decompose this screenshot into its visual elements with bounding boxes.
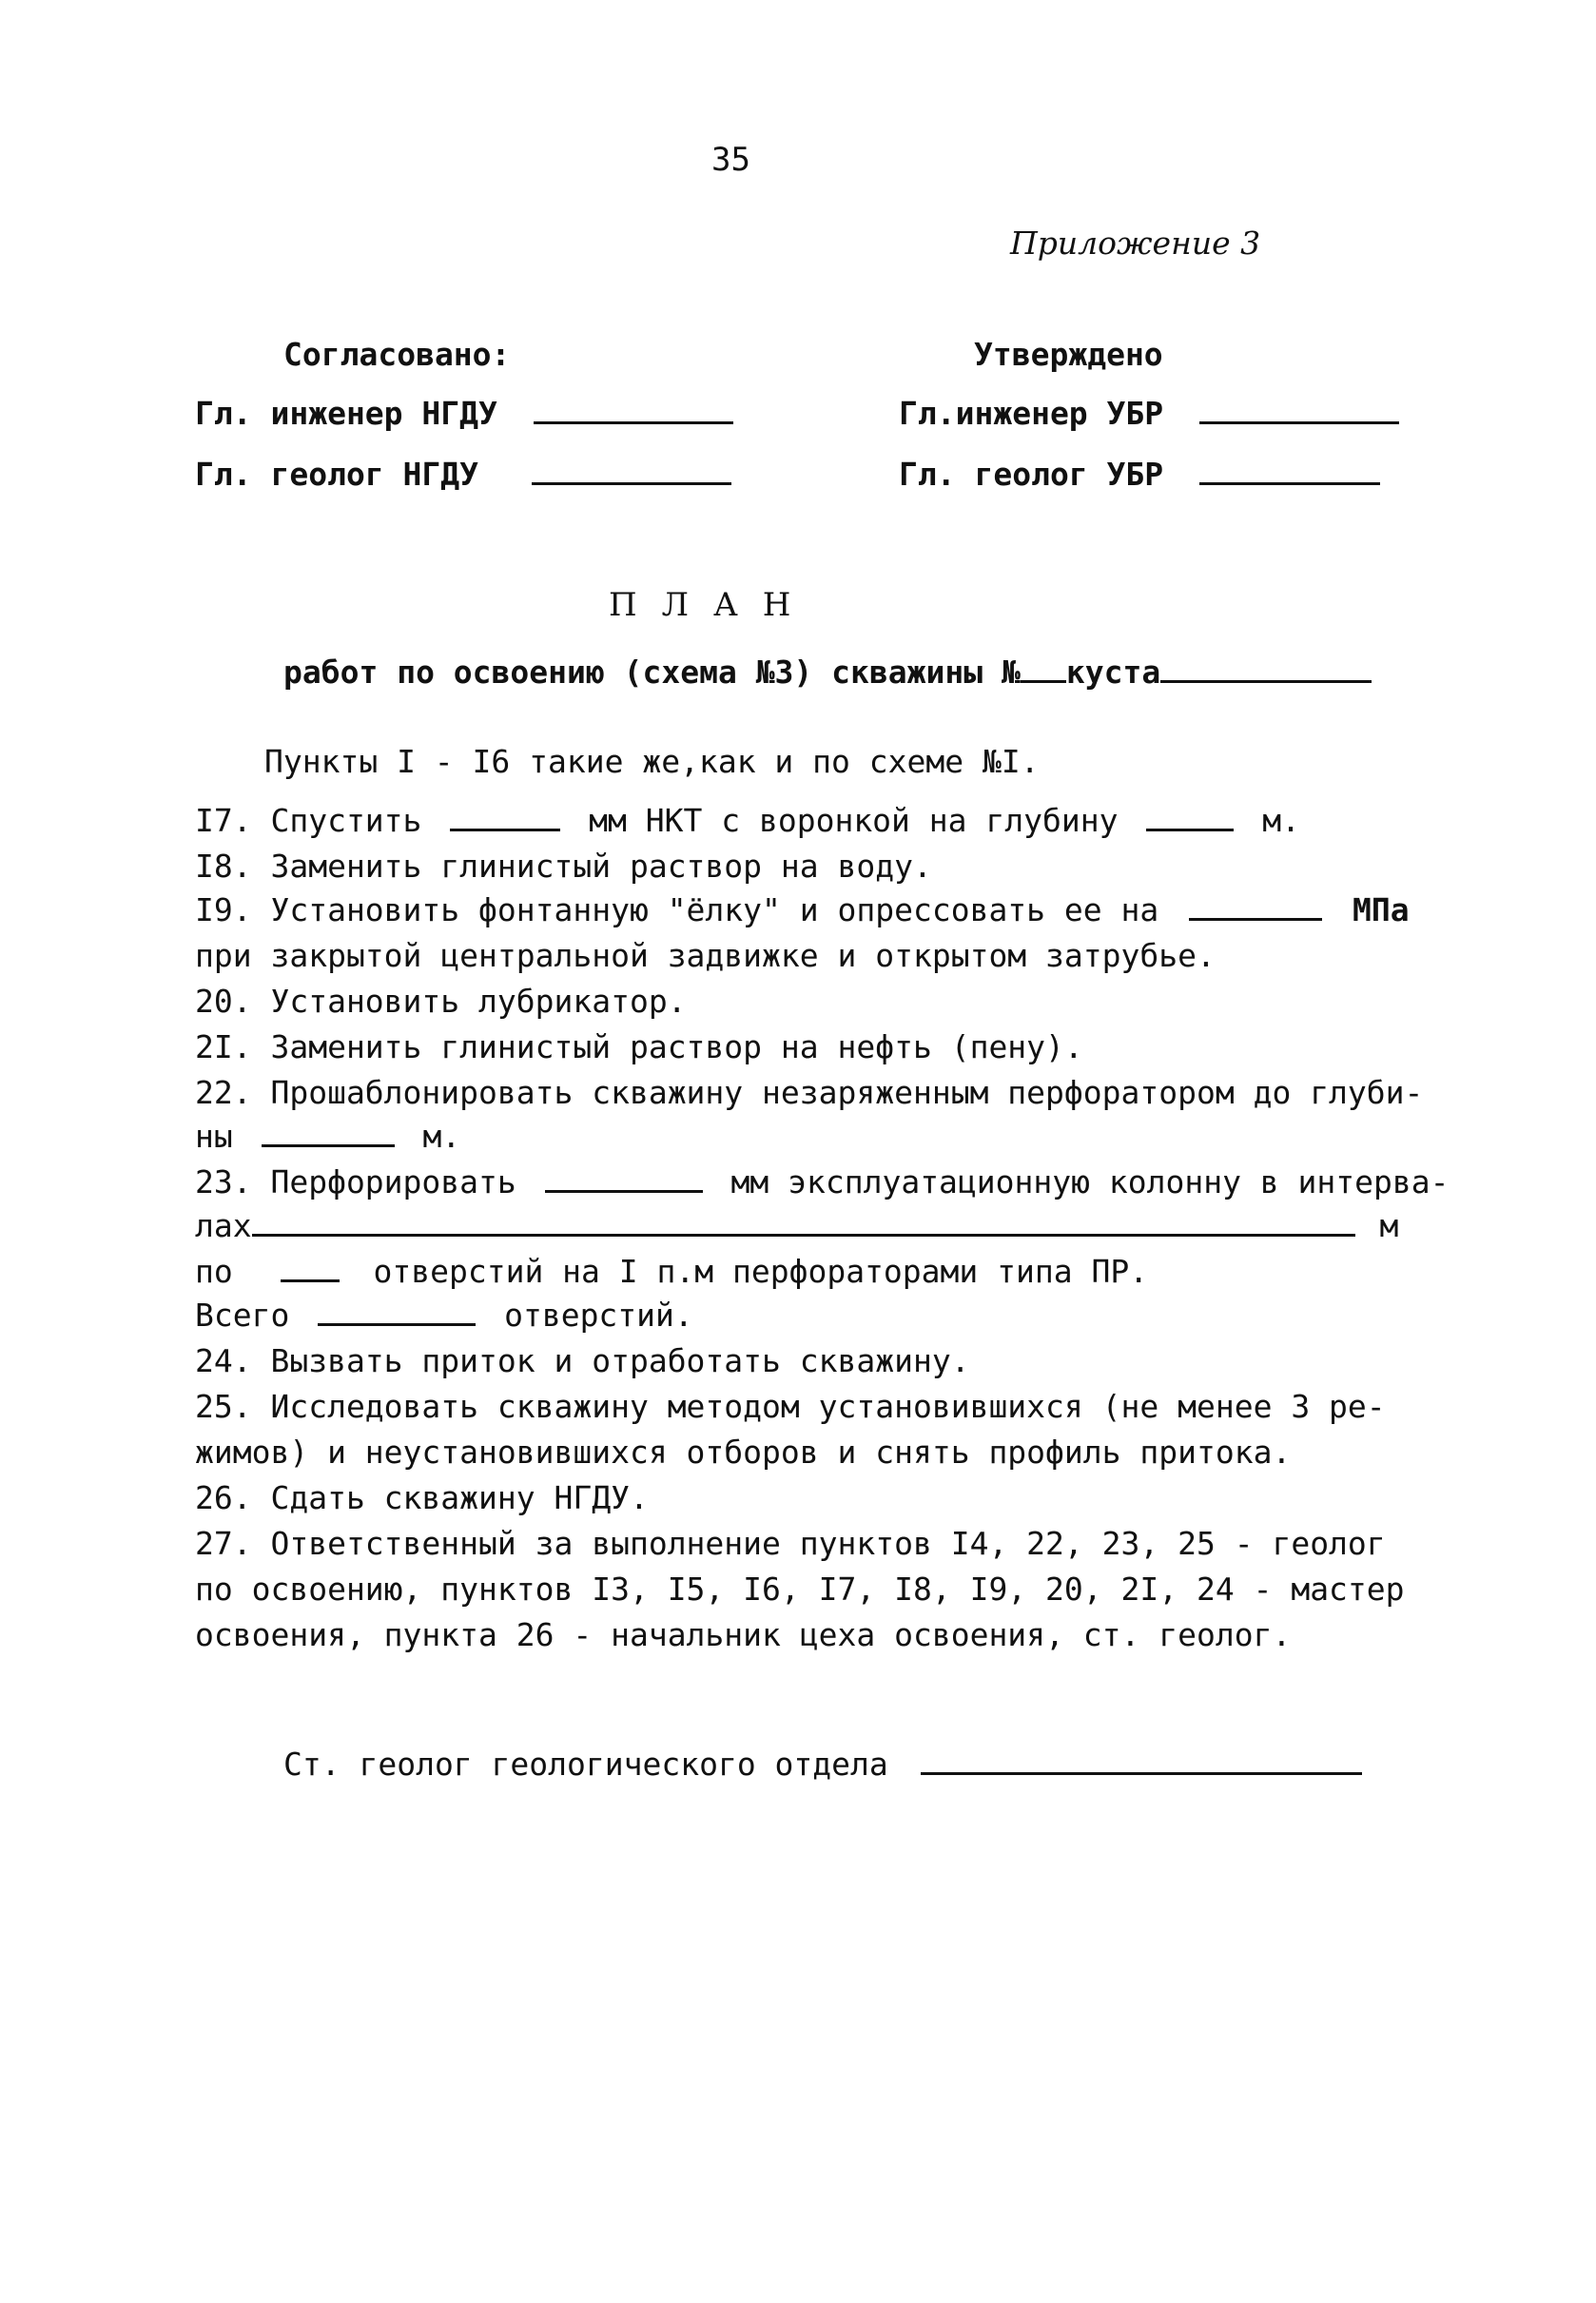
- cluster-number-line: [1160, 652, 1372, 683]
- item-27-continued-1: по освоению, пунктов I3, I5, I6, I7, I8, I9, 20, 2I, 24 - мастер: [195, 1571, 1405, 1608]
- item-19-text-a: I9. Установить фонтанную "ёлку" и опрессовать ее на: [195, 891, 1159, 928]
- item-17-diameter-line: [450, 800, 560, 831]
- item-19-unit: МПа: [1353, 891, 1410, 928]
- agreed-chief-geologist-label: Гл. геолог НГДУ: [195, 456, 479, 493]
- item-23-intervals-line: [252, 1205, 1355, 1237]
- item-17-text-c: м.: [1262, 802, 1300, 839]
- approved-chief-engineer-signature-line: [1199, 393, 1399, 424]
- item-23-text-c: лах: [195, 1207, 252, 1244]
- agreed-chief-geologist-signature-line: [532, 454, 731, 485]
- item-23-total-line: [318, 1295, 476, 1326]
- item-17-text-b: мм НКТ с воронкой на глубину: [589, 802, 1119, 839]
- item-23: [195, 1161, 1450, 1204]
- item-25: 25. Исследовать скважину методом установившихся (не менее 3 ре-: [195, 1388, 1386, 1425]
- item-27: 27. Ответственный за выполнение пунктов I4, 22, 23, 25 - геолог: [195, 1525, 1386, 1562]
- item-24: 24. Вызвать приток и отработать скважину.: [195, 1342, 970, 1379]
- appendix-label: Приложение 3: [1010, 224, 1261, 262]
- plan-subtitle-cluster: куста: [1065, 654, 1161, 691]
- item-18: I8. Заменить глинистый раствор на воду.: [195, 848, 932, 885]
- item-23-text-b: мм эксплуатационную колонну в интерва-: [730, 1163, 1450, 1200]
- agreed-title: Согласовано:: [283, 336, 511, 373]
- approved-chief-engineer: [899, 392, 1399, 436]
- item-26: 26. Сдать скважину НГДУ.: [195, 1479, 649, 1516]
- item-21: 2I. Заменить глинистый раствор на нефть (пену).: [195, 1028, 1083, 1065]
- approved-chief-geologist-signature-line: [1199, 454, 1380, 485]
- item-23-diameter-line: [545, 1161, 703, 1193]
- item-23-text-e: по: [195, 1253, 233, 1290]
- signature-label: Ст. геолог геологического отдела: [283, 1746, 888, 1783]
- item-17-text-a: I7. Спустить: [195, 802, 422, 839]
- agreed-chief-engineer-signature-line: [534, 393, 733, 424]
- item-27-continued-2: освоения, пункта 26 - начальник цеха освоения, ст. геолог.: [195, 1616, 1292, 1653]
- agreed-chief-engineer-label: Гл. инженер НГДУ: [195, 395, 497, 432]
- approved-chief-geologist-label: Гл. геолог УБР: [899, 456, 1164, 493]
- well-number-line: [1021, 652, 1066, 683]
- plan-subtitle: [283, 651, 1372, 694]
- item-23-text-g: Всего: [195, 1297, 290, 1334]
- item-23-text-d: м: [1379, 1207, 1399, 1244]
- item-23-holes: [195, 1250, 1148, 1294]
- item-23-text-a: 23. Перфорировать: [195, 1163, 516, 1200]
- signature-block: [283, 1743, 1362, 1786]
- approved-title: Утверждено: [974, 336, 1163, 373]
- item-17-depth-line: [1146, 800, 1234, 831]
- item-23-holes-per-meter-line: [281, 1251, 340, 1282]
- plan-subtitle-text: работ по освоению (схема №3) скважины №: [283, 654, 1021, 691]
- approved-chief-geologist: [899, 453, 1380, 497]
- item-19-pressure-line: [1189, 889, 1322, 921]
- agreed-chief-engineer: [195, 392, 733, 436]
- item-22-text-c: м.: [422, 1118, 461, 1155]
- item-23-text-f: отверстий на I п.м перфораторами типа ПР.: [373, 1253, 1149, 1290]
- item-23-total: [195, 1294, 693, 1337]
- item-22-depth-line: [262, 1116, 395, 1147]
- item-23-intervals: [195, 1204, 1398, 1248]
- item-17: [195, 799, 1300, 843]
- item-22: 22. Прошаблонировать скважину незаряженным перфоратором до глуби-: [195, 1074, 1424, 1111]
- item-25-continued: жимов) и неустановившихся отборов и снять профиль притока.: [195, 1434, 1292, 1471]
- approved-chief-engineer-label: Гл.инженер УБР: [899, 395, 1164, 432]
- item-23-text-h: отверстий.: [504, 1297, 693, 1334]
- item-20: 20. Установить лубрикатор.: [195, 983, 687, 1020]
- item-19-continued: при закрытой центральной задвижке и открытом затрубье.: [195, 937, 1216, 974]
- agreed-chief-geologist: [195, 453, 731, 497]
- item-intro: Пункты I - I6 такие же,как и по схеме №I.: [264, 743, 1040, 780]
- signature-line: [921, 1744, 1362, 1775]
- page-number: 35: [711, 141, 750, 179]
- item-19: [195, 888, 1410, 932]
- item-22-continued: [195, 1115, 460, 1159]
- item-22-text-b: ны: [195, 1118, 233, 1155]
- plan-title: ПЛАН: [609, 586, 816, 624]
